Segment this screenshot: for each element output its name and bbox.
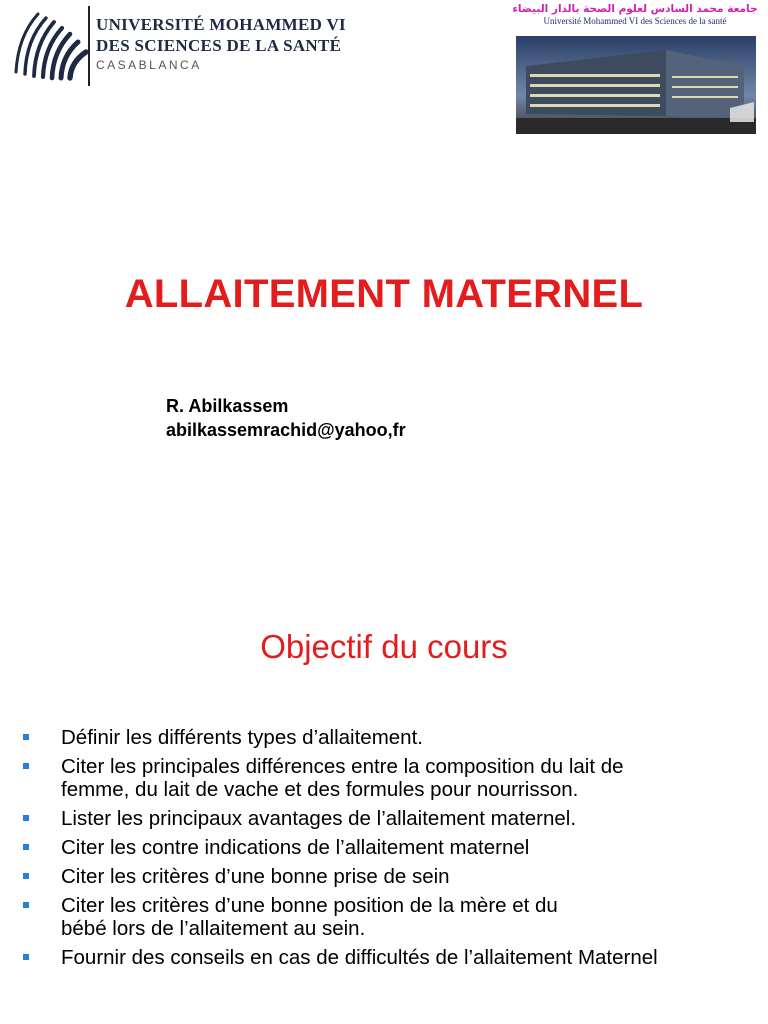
list-item [0, 894, 768, 940]
objectives-list [0, 726, 768, 975]
university-name-line1: UNIVERSITÉ MOHAMMED VI [96, 15, 346, 34]
campus-building-image [516, 36, 756, 134]
university-name [96, 14, 346, 72]
author-email: abilkassemrachid@yahoo,fr [166, 420, 406, 440]
campus-photo-block [512, 2, 758, 134]
list-item-text: Citer les critères d’une bonne prise de sein [61, 865, 450, 888]
logo-divider [88, 6, 90, 86]
list-item [0, 755, 768, 801]
list-item [0, 946, 768, 969]
list-item-text: Citer les principales différences entre la composition du lait de [61, 755, 624, 778]
university-city: CASABLANCA [96, 58, 202, 72]
author-block [166, 394, 406, 442]
bullet-icon [23, 954, 29, 960]
bullet-icon [23, 844, 29, 850]
author-name: R. Abilkassem [166, 396, 289, 416]
list-item [0, 726, 768, 749]
university-logo-icon [8, 6, 94, 82]
list-item-text-continued: femme, du lait de vache et des formules pour nourrisson. [61, 778, 579, 801]
list-item-text: Définir les différents types d’allaitement. [61, 726, 423, 749]
list-item-text: Citer les critères d’une bonne position de la mère et du [61, 894, 558, 917]
bullet-icon [23, 873, 29, 879]
list-item-text-continued: bébé lors de l’allaitement au sein. [61, 917, 366, 940]
university-name-line2: DES SCIENCES DE LA SANTÉ [96, 36, 342, 55]
list-item [0, 836, 768, 859]
list-item [0, 865, 768, 888]
bullet-icon [23, 734, 29, 740]
photo-caption-french: Université Mohammed VI des Sciences de la santé [543, 16, 727, 26]
list-item-text: Lister les principaux avantages de l’allaitement maternel. [61, 807, 577, 830]
list-item [0, 807, 768, 830]
bullet-icon [23, 763, 29, 769]
bullet-icon [23, 902, 29, 908]
presentation-title: ALLAITEMENT MATERNEL [124, 272, 644, 316]
photo-caption-arabic: جامعة محمد السادس لعلوم الصحة بالدار البيضاء [512, 3, 758, 15]
section-heading-objectives: Objectif du cours [260, 628, 508, 665]
list-item-text: Fournir des conseils en cas de difficultés de l’allaitement Maternel [61, 946, 658, 969]
list-item-text: Citer les contre indications de l’allaitement maternel [61, 836, 530, 859]
bullet-icon [23, 815, 29, 821]
